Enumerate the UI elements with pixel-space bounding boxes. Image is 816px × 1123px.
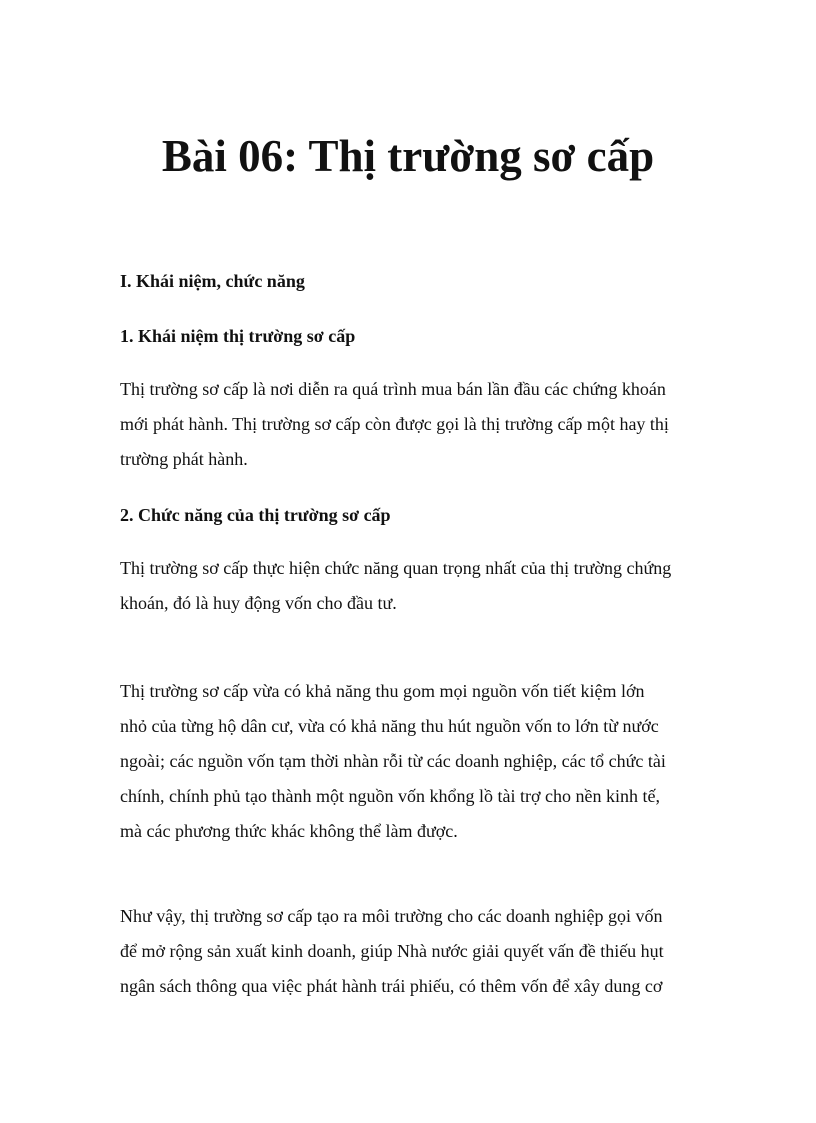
subsection-heading-functions: 2. Chức năng của thị trường sơ cấp <box>120 505 391 525</box>
paragraph-conclusion <box>120 899 710 1004</box>
paragraph-line: Thị trường sơ cấp thực hiện chức năng quan trọng nhất của thị trường chứng <box>120 558 672 578</box>
paragraph-capital-mobilization <box>120 674 710 849</box>
paragraph-line: Như vậy, thị trường sơ cấp tạo ra môi trường cho các doanh nghiệp gọi vốn <box>120 906 663 926</box>
paragraph-definition <box>120 372 710 477</box>
paragraph-functions <box>120 551 710 621</box>
page-title: Bài 06: Thị trường sơ cấp <box>161 131 655 181</box>
paragraph-line: khoán, đó là huy động vốn cho đầu tư. <box>120 593 397 613</box>
paragraph-line: Thị trường sơ cấp vừa có khả năng thu gom mọi nguồn vốn tiết kiệm lớn <box>120 681 645 701</box>
paragraph-line: để mở rộng sản xuất kinh doanh, giúp Nhà nước giải quyết vấn đề thiếu hụt <box>120 941 664 961</box>
section-heading: I. Khái niệm, chức năng <box>120 271 305 291</box>
paragraph-line: mới phát hành. Thị trường sơ cấp còn được gọi là thị trường cấp một hay thị <box>120 414 669 434</box>
paragraph-line: mà các phương thức khác không thể làm được. <box>120 821 458 841</box>
paragraph-line: chính, chính phủ tạo thành một nguồn vốn khổng lồ tài trợ cho nền kinh tế, <box>120 786 660 806</box>
paragraph-line: trường phát hành. <box>120 449 248 469</box>
paragraph-line: nhỏ của từng hộ dân cư, vừa có khả năng thu hút nguồn vốn to lớn từ nước <box>120 716 659 736</box>
paragraph-line: ngoài; các nguồn vốn tạm thời nhàn rỗi từ các doanh nghiệp, các tổ chức tài <box>120 751 666 771</box>
paragraph-line: Thị trường sơ cấp là nơi diễn ra quá trình mua bán lần đầu các chứng khoán <box>120 379 666 399</box>
subsection-heading-definition: 1. Khái niệm thị trường sơ cấp <box>120 326 356 346</box>
paragraph-line: ngân sách thông qua việc phát hành trái phiếu, có thêm vốn để xây dung cơ <box>120 976 663 996</box>
